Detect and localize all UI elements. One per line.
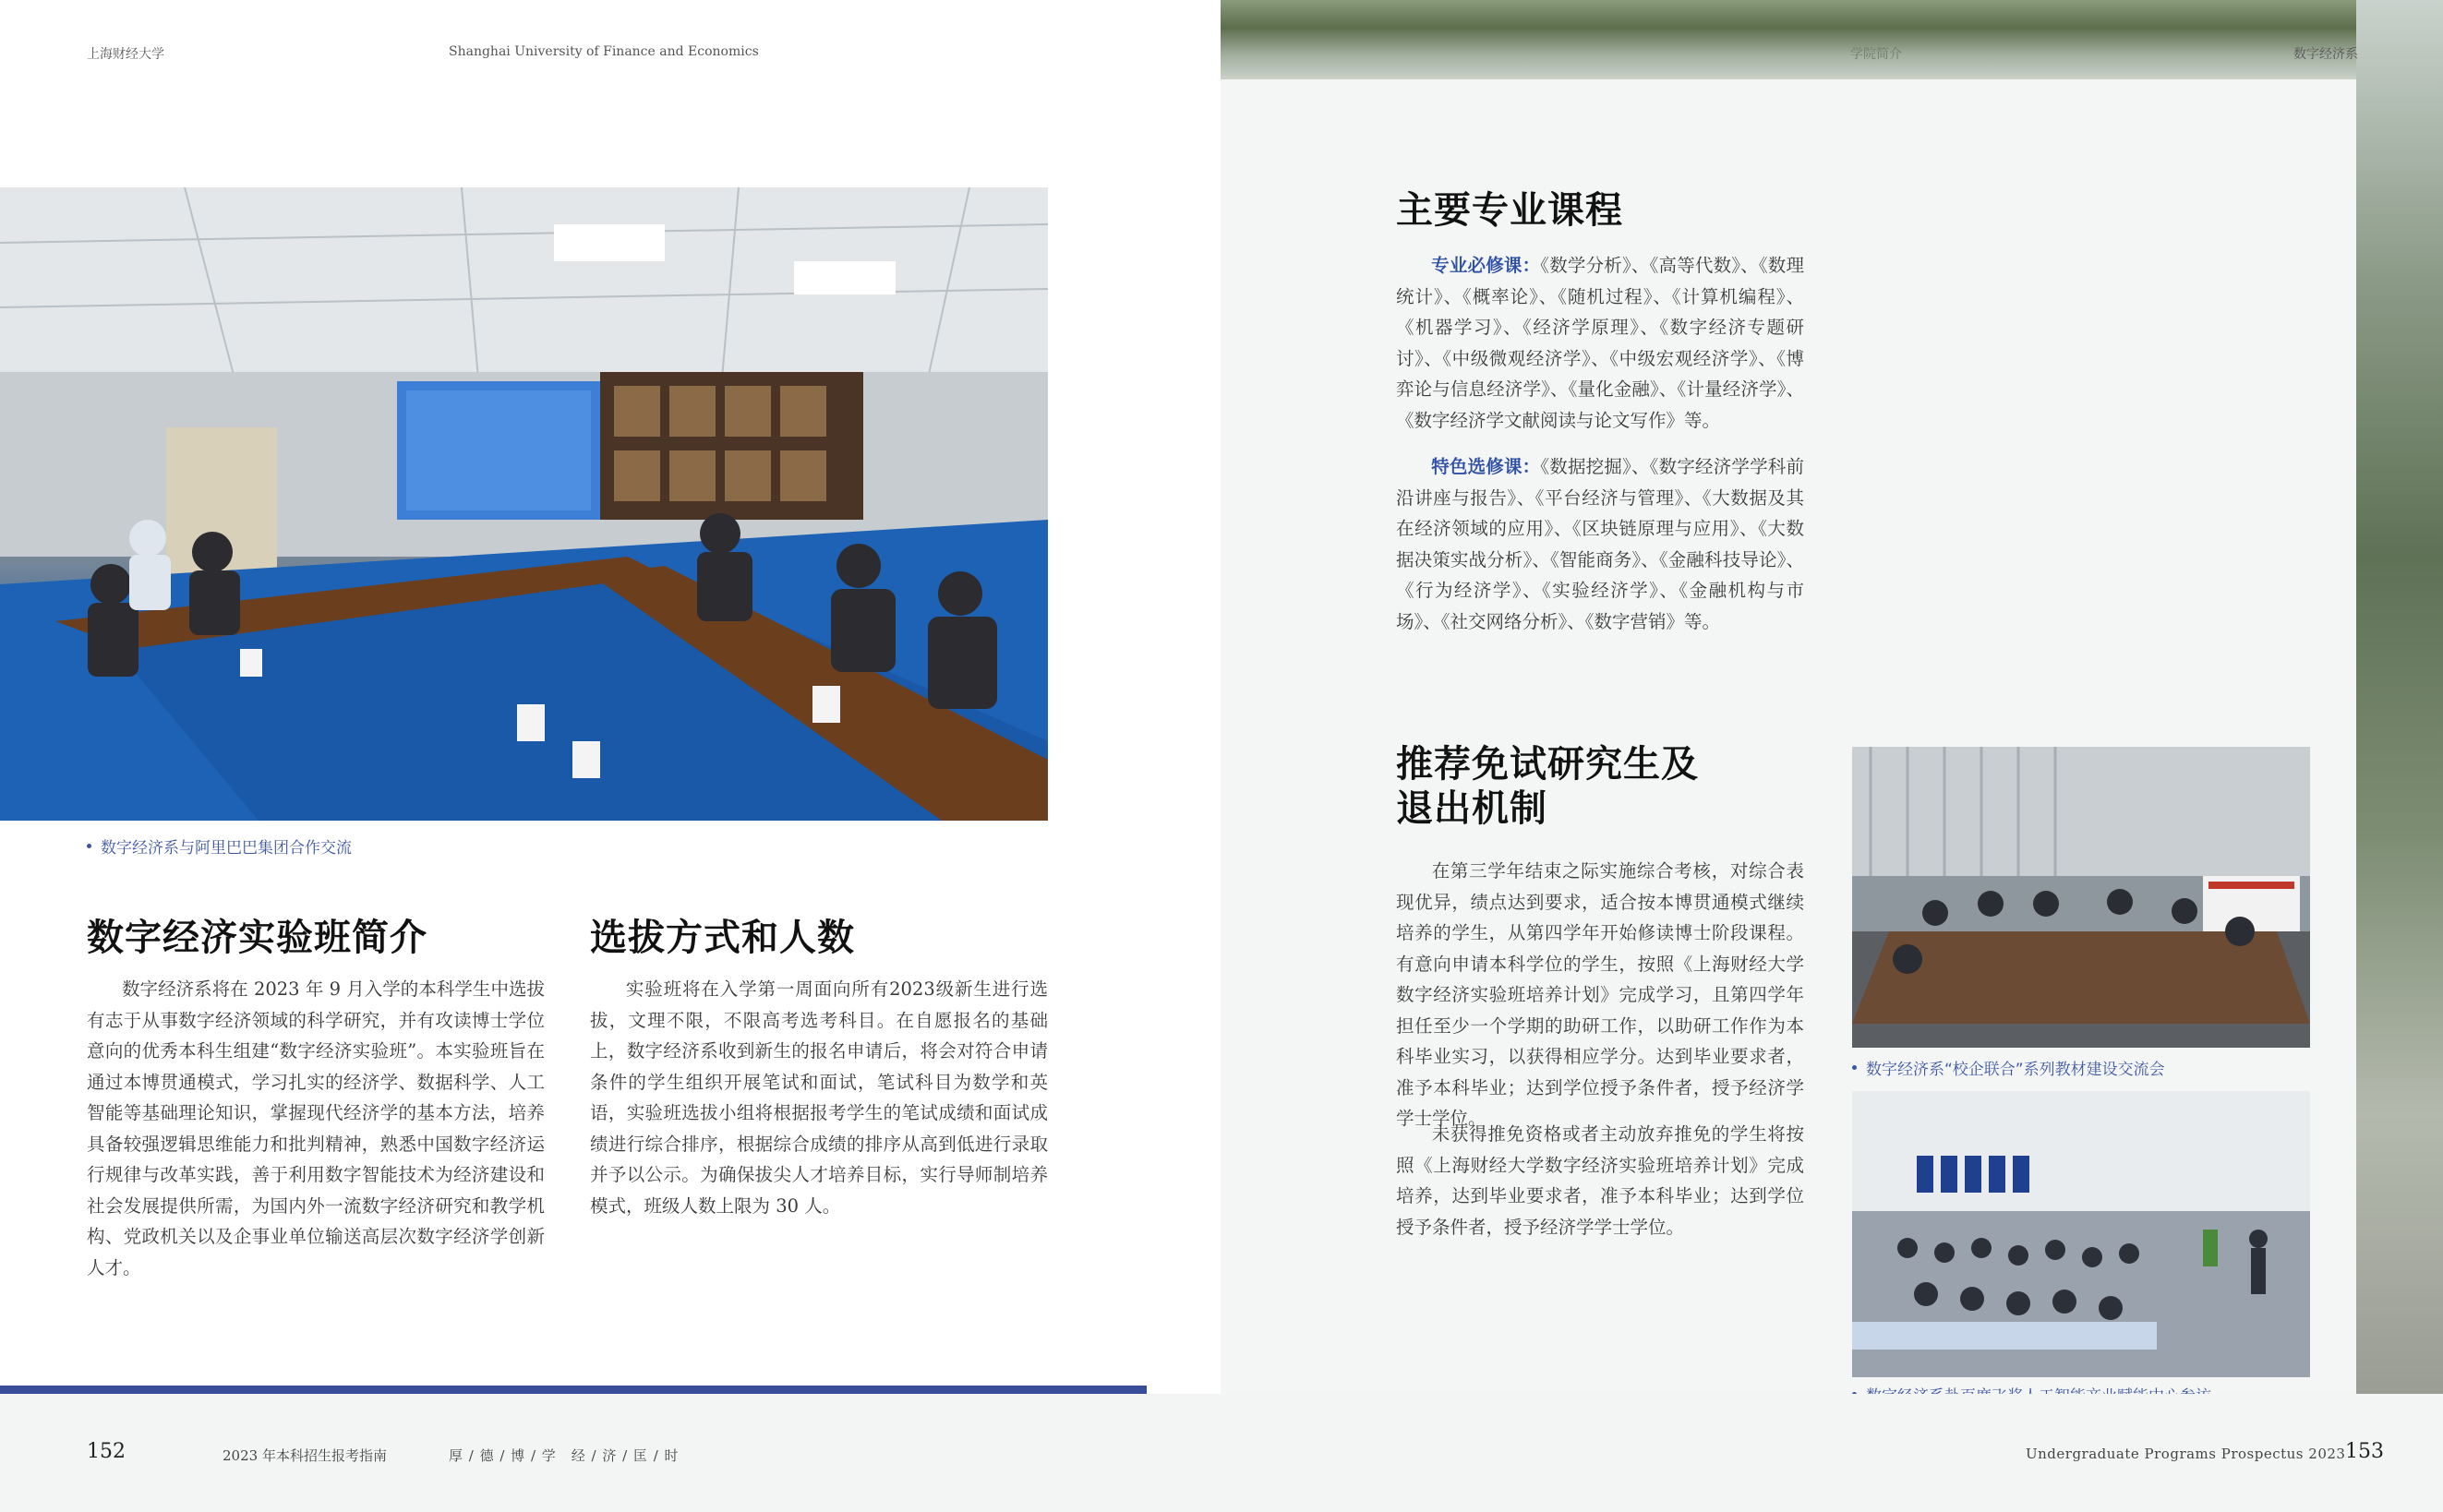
photo-textbook-meeting [1852,747,2310,1048]
exit-title-line2: 退出机制 [1396,786,1547,830]
header-university-cn: 上海财经大学 [87,47,164,62]
elective-text: 《数据挖掘》、《数字经济学学科前沿讲座与报告》、《平台经济与管理》、《大数据及其在经济领域的应用》、《区块链原理与应用》、《大数据决策实战分析》、《智能商务》、《金融科技导论》、《行为经济学》、《实验经济学》、《金融机构与市场》、《社交网络分析》、《数字营销》等。 [1396,456,1804,632]
exit-title [1396,742,1699,831]
exit-title-line1: 推荐免试研究生及 [1396,742,1699,786]
page-number-left: 152 [87,1440,126,1463]
selection-body-text: 实验班将在入学第一周面向所有2023级新生进行选拔，文理不限，不限高考选考科目。在自愿报名的基础上，数字经济系收到新生的报名申请后，将会对符合申请条件的学生组织开展笔试和面试，笔试科目为数学和英语，实验班选拔小组将根据报考学生的笔试成绩和面试成绩进行综合排序，根据综合成绩的排序从高到低进行录取并予以公示。为确保拔尖人才培养目标，实行导师制培养模式，班级人数上限为 30 人。 [590,978,1048,1217]
caption-text: 数字经济系与阿里巴巴集团合作交流 [101,839,352,858]
footer [0,1394,2443,1512]
selection-body [590,974,1048,1221]
elective-label: 特色选修课： [1431,456,1541,477]
bullet-dot [1852,1065,1857,1070]
exit-para1-text: 在第三学年结束之际实施综合考核，对综合表现优异，绩点达到要求，适合按本博贯通模式继续培养的学生，从第四学年开始修读博士阶段课程。有意向申请本科学位的学生，按照《上海财经大学数字经济实验班培养计划》完成学习，且第四学年担任至少一个学期的助研工作，以助研工作作为本科毕业实习，以获得相应学分。达到毕业要求者，准予本科毕业；达到学位授予条件者，授予经济学学士学位。 [1396,860,1804,1129]
footer-guide-title: 2023 年本科招生报考指南 [223,1447,387,1464]
photo-meeting-alibaba-illustration [0,187,1048,821]
bullet-dot [87,844,91,848]
intro-body-text: 数字经济系将在 2023 年 9 月入学的本科学生中选拔有志于从事数字经济领域的科学研究，并有攻读博士学位意向的优秀本科生组建“数字经济实验班”。本实验班旨在通过本博贯通模式，学习扎实的经济学、数据科学、人工智能等基础理论知识，掌握现代经济学的基本方法，培养具备较强逻辑思维能力和批判精神，熟悉中国数字经济运行规律与改革实践，善于利用数字智能技术为经济建设和社会发展提供所需，为国内外一流数字经济研究和教学机构、党政机关以及企事业单位输送高层次数字经济学创新人才。 [87,978,545,1278]
exit-para2-text: 未获得推免资格或者主动放弃推免的学生将按照《上海财经大学数字经济实验班培养计划》完成培养，达到毕业要求者，准予本科毕业；达到学位授予条件者，授予经济学学士学位。 [1396,1123,1804,1238]
courses-elective [1396,451,1804,637]
courses-required [1396,250,1804,436]
intro-title: 数字经济实验班简介 [87,916,427,959]
photo-baidu-visit [1852,1091,2310,1377]
photo-textbook-meeting-illustration [1852,747,2310,1048]
caption-text: 数字经济系“校企联合”系列教材建设交流会 [1866,1061,2165,1079]
header-college-intro: 学院简介 [1850,47,1902,62]
header-university-en: Shanghai University of Finance and Economics [449,44,759,59]
intro-body [87,974,545,1283]
header-department: 数字经济系 [2293,47,2358,62]
photo-meeting-alibaba [0,187,1048,821]
photo-meeting-alibaba-caption [87,834,352,858]
page-number-right: 153 [2345,1440,2384,1463]
courses-title: 主要专业课程 [1396,188,1623,232]
exit-para2 [1396,1119,1804,1242]
photo-baidu-visit-illustration [1852,1091,2310,1377]
footer-prospectus: Undergraduate Programs Prospectus 2023 [2026,1446,2346,1462]
footer-motto: 厚 / 德 / 博 / 学 经 / 济 / 匡 / 时 [449,1447,680,1464]
required-text: 《数学分析》、《高等代数》、《数理统计》、《概率论》、《随机过程》、《计算机编程》、《机器学习》、《经济学原理》、《数字经济专题研讨》、《中级微观经济学》、《中级宏观经济学》、《博弈论与信息经济学》、《量化金融》、《计量经济学》、《数字经济学文献阅读与论文写作》等。 [1396,255,1804,431]
left-page [0,0,1221,1394]
exit-para1 [1396,856,1804,1134]
required-label: 专业必修课： [1431,255,1541,276]
tree-photo-strip [1221,0,2356,79]
tree-photo-edge [2356,0,2443,1394]
selection-title: 选拔方式和人数 [590,916,855,959]
photo-textbook-meeting-caption [1852,1056,2165,1079]
